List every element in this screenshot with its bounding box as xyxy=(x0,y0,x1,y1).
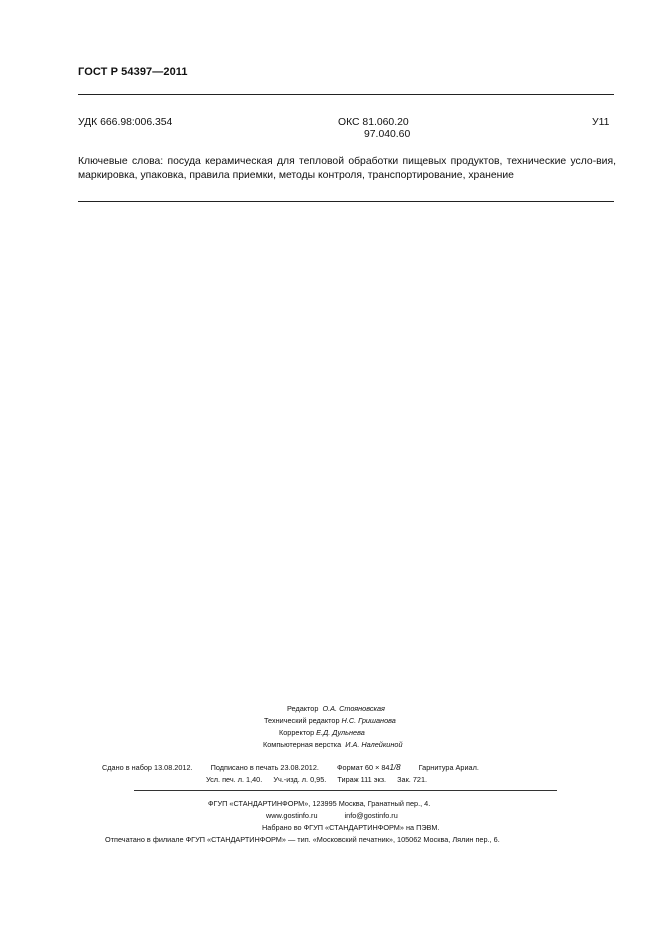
publish-sheets: Уч.-изд. л. 0,95. xyxy=(273,775,327,784)
imprint-print-dates xyxy=(102,762,479,774)
email-link[interactable]: info@gostinfo.ru xyxy=(344,811,398,820)
printed-at: Отпечатано в филиале ФГУП «СТАНДАРТИНФОРМ» — тип. «Московский печатник», 105062 Москва, Лялин пер., 6. xyxy=(105,835,500,844)
print-sheets: Усл. печ. л. 1,40. xyxy=(206,775,263,784)
oks-code: ОКС 81.060.20 xyxy=(338,117,409,128)
circulation: Тираж 111 экз. xyxy=(337,775,387,784)
website-link[interactable]: www.gostinfo.ru xyxy=(266,811,318,820)
layout-label: Компьютерная верстка xyxy=(263,740,342,749)
middle-divider xyxy=(78,201,614,202)
editor-name: О.А. Стояновская xyxy=(322,704,385,713)
top-divider xyxy=(78,94,614,95)
editor-label: Редактор xyxy=(287,704,319,713)
format-fraction: 1/8 xyxy=(389,763,401,772)
sent-to-typeset: Сдано в набор 13.08.2012. xyxy=(102,763,193,772)
publisher-address: ФГУП «СТАНДАРТИНФОРМ», 123995 Москва, Гранатный пер., 4. xyxy=(208,799,431,808)
keywords-paragraph: Ключевые слова: посуда керамическая для тепловой обработки пищевых продуктов, технические усло-вия, маркировка, упаковка, правила приемки, методы контроля, транспортирование, хранение xyxy=(78,156,616,181)
standard-code: ГОСТ Р 54397—2011 xyxy=(78,66,188,78)
corrector-name: Е.Д. Дульнева xyxy=(316,728,365,737)
publisher-contacts xyxy=(266,810,398,822)
imprint-corrector xyxy=(279,727,365,739)
layout-name: И.А. Налейкиной xyxy=(345,740,403,749)
order-number: Зак. 721. xyxy=(397,775,428,784)
tech-editor-label: Технический редактор xyxy=(264,716,340,725)
signed-to-print: Подписано в печать 23.08.2012. xyxy=(210,763,319,772)
bottom-divider xyxy=(134,790,557,791)
imprint-print-specs xyxy=(206,774,427,786)
typed-at: Набрано во ФГУП «СТАНДАРТИНФОРМ» на ПЭВМ. xyxy=(262,823,440,832)
corrector-label: Корректор xyxy=(279,728,315,737)
udk-code: УДК 666.98:006.354 xyxy=(78,117,173,128)
imprint-layout xyxy=(263,739,403,751)
format: Формат 60 × 84 xyxy=(336,763,390,772)
typeface: Гарнитура Ариал. xyxy=(418,763,479,772)
oks-code-secondary: 97.040.60 xyxy=(364,129,411,140)
classification-code: У11 xyxy=(592,117,610,128)
tech-editor-name: Н.С. Гришанова xyxy=(341,716,396,725)
imprint-tech-editor xyxy=(264,715,396,727)
imprint-editor xyxy=(287,703,385,715)
